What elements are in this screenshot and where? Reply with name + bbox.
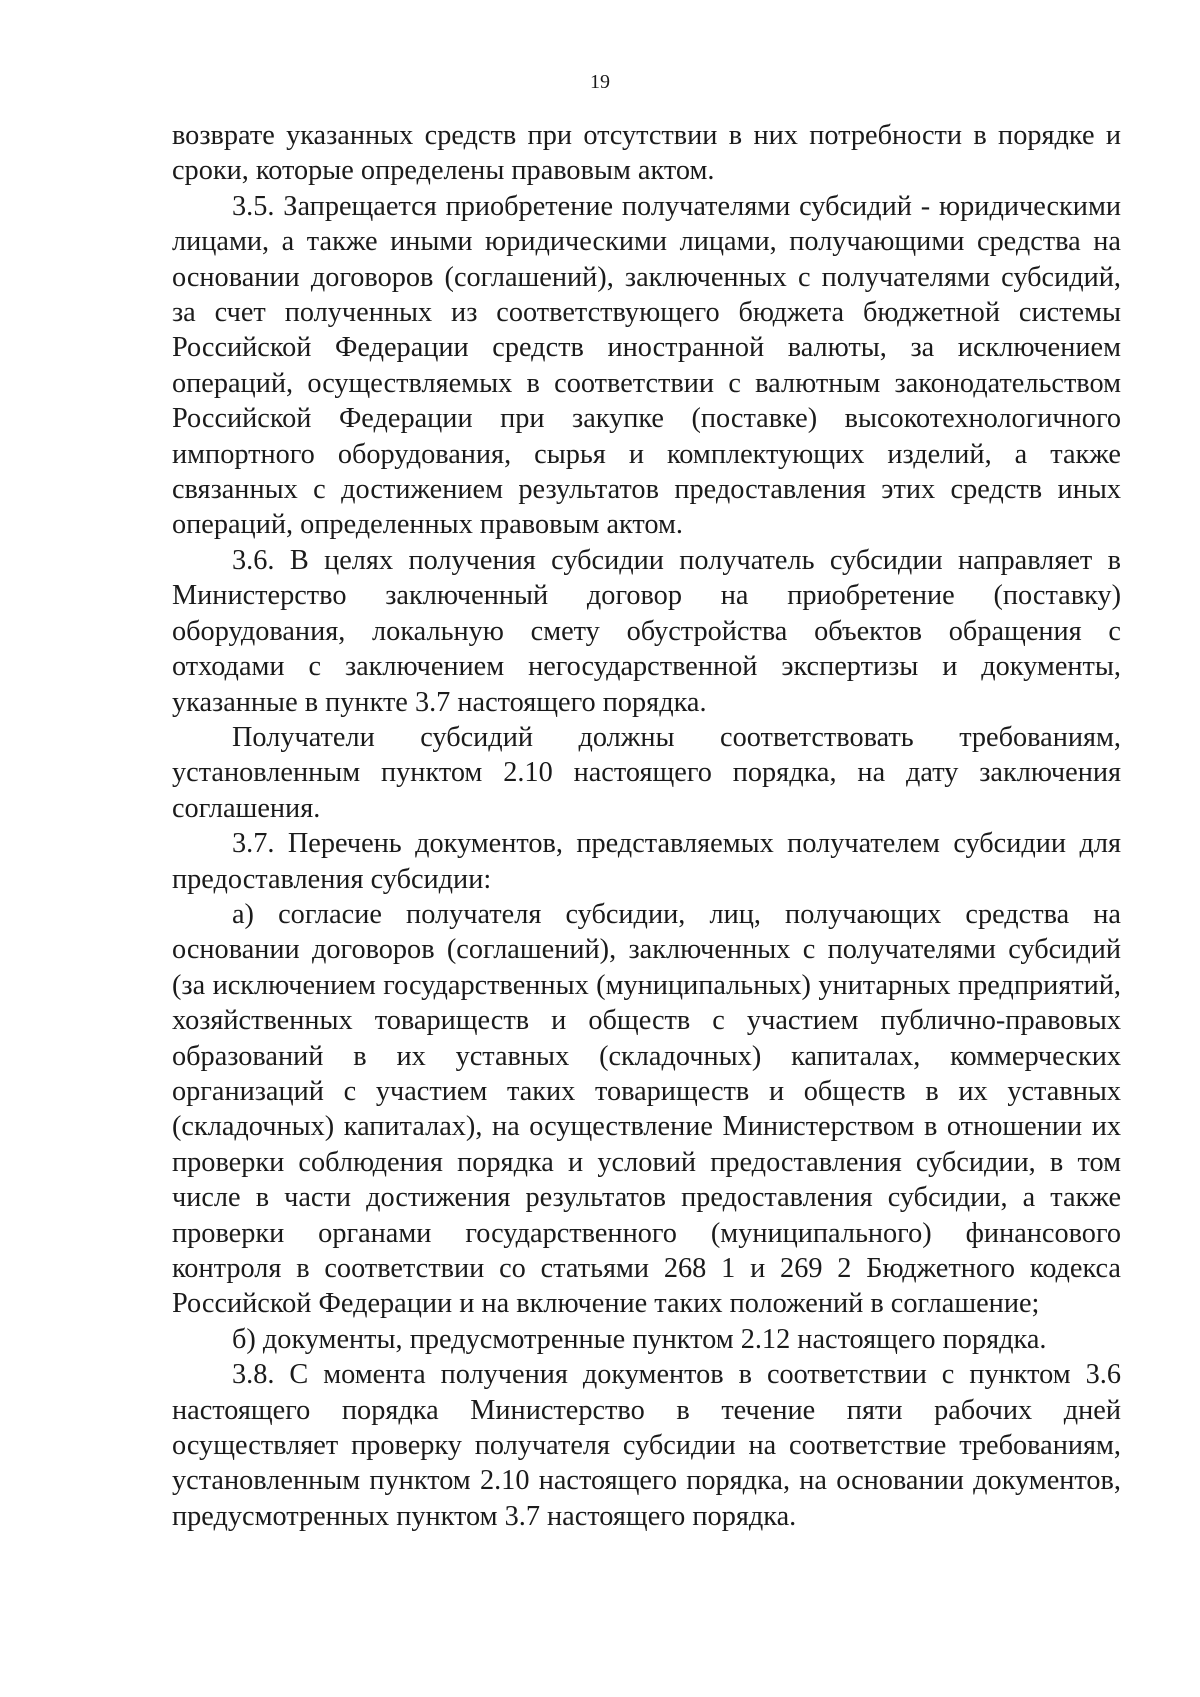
paragraph-continuation: возврате указанных средств при отсутствии в них потребности в порядке и сроки, которые определены правовым актом. (172, 120, 1121, 187)
paragraph-recipients-requirements: Получатели субсидий должны соответствовать требованиям, установленным пунктом 2.10 настоящего порядка, на дату заключения соглашения. (172, 721, 1121, 824)
paragraph-3-6: 3.6. В целях получения субсидии получатель субсидии направляет в Министерство заключенный договор на приобретение (поставку) оборудования, локальную смету обустройства объектов обращения с отходами с заключением негосударственной экспертизы и документы, указанные в пункте 3.7 настоящего порядка. (172, 544, 1121, 718)
document-body (172, 118, 1121, 1534)
paragraph-3-7-b: б) документы, предусмотренные пунктом 2.12 настоящего порядка. (232, 1323, 1047, 1355)
paragraph-3-8: 3.8. С момента получения документов в соответствии с пунктом 3.6 настоящего порядка Министерство в течение пяти рабочих дней осуществляет проверку получателя субсидии на соответствие требованиям, установленным пунктом 2.10 настоящего порядка, на основании документов, предусмотренных пунктом 3.7 настоящего порядка. (172, 1359, 1121, 1532)
paragraph-3-5: 3.5. Запрещается приобретение получателями субсидий - юридическими лицами, а также иными юридическими лицами, получающими средства на основании договоров (соглашений), заключенных с получателями субсидий, за счет полученных из соответствующего бюджета бюджетной системы Российской Федерации средств иностранной валюты, за исключением операций, осуществляемых в соответствии с валютным законодательством Российской Федерации при закупке (поставке) высокотехнологичного импортного оборудования, сырья и комплектующих изделий, а также связанных с достижением результатов предоставления этих средств иных операций, определенных правовым актом. (172, 190, 1121, 541)
paragraph-3-7-a: а) согласие получателя субсидии, лиц, получающих средства на основании договоров (соглашений), заключенных с получателями субсидий (за исключением государственных (муниципальных) унитарных предприятий, хозяйственных товариществ и обществ с участием публично-правовых образований в их уставных (складочных) капиталах, коммерческих организаций с участием таких товариществ и обществ в их уставных (складочных) капиталах), на осуществление Министерством в отношении их проверки соблюдения порядка и условий предоставления субсидии, в том числе в части достижения результатов предоставления субсидии, а также проверки органами государственного (муниципального) финансового контроля в соответствии со статьями 268 1 и 269 2 Бюджетного кодекса Российской Федерации и на включение таких положений в соглашение; (172, 898, 1121, 1320)
paragraph-3-7: 3.7. Перечень документов, представляемых получателем субсидии для предоставления субсидии: (172, 828, 1121, 895)
page-number: 19 (590, 71, 610, 93)
